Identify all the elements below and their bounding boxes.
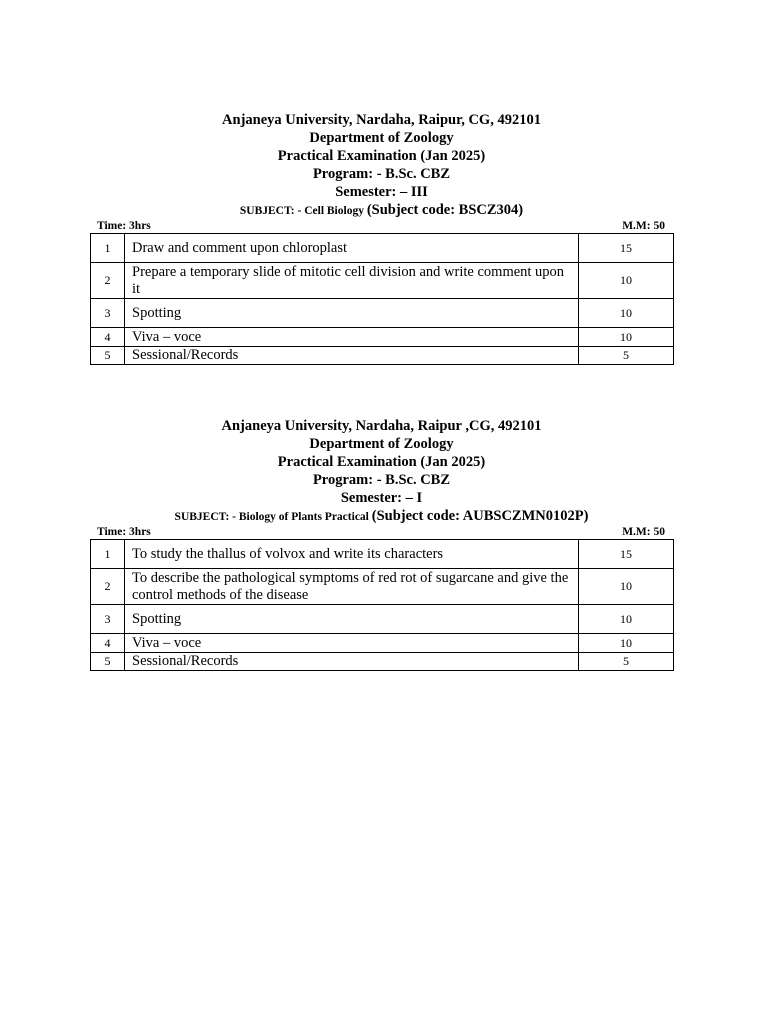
program-heading: Program: - B.Sc. CBZ [312,472,451,488]
exam-heading: Practical Examination (Jan 2025) [277,148,486,164]
table-row [91,540,674,569]
table-row [91,569,674,605]
question-text: Spotting [125,605,579,634]
table-row [91,605,674,634]
table-row [91,234,674,263]
question-number: 5 [91,347,125,365]
subject-code: (Subject code: AUBSCZMN0102P) [371,508,589,524]
question-marks: 5 [579,653,674,671]
question-marks: 10 [579,569,674,605]
question-number: 3 [91,605,125,634]
question-number: 4 [91,634,125,653]
question-number: 1 [91,234,125,263]
question-text: To describe the pathological symptoms of red rot of sugarcane and give the control methods of the disease [125,569,579,605]
question-marks: 15 [579,234,674,263]
question-number: 5 [91,653,125,671]
program-heading: Program: - B.Sc. CBZ [312,166,451,182]
exam-paper-biology-of-plants [90,417,673,671]
subject-name: SUBJECT: - Cell Biology [239,205,367,217]
question-text: Viva – voce [125,634,579,653]
semester-heading: Semester: – III [335,184,428,200]
question-number: 3 [91,299,125,328]
time-label: Time: 3hrs [97,526,151,538]
subject-code: (Subject code: BSCZ304) [366,202,524,218]
question-marks: 10 [579,328,674,347]
question-number: 1 [91,540,125,569]
subject-name: SUBJECT: - Biology of Plants Practical [174,511,372,523]
question-marks: 15 [579,540,674,569]
question-marks: 10 [579,634,674,653]
university-heading: Anjaneya University, Nardaha, Raipur, CG, 492101 [222,112,541,128]
time-label: Time: 3hrs [97,220,151,232]
question-marks: 10 [579,605,674,634]
questions-table [90,233,674,365]
exam-paper-cell-biology [90,111,673,365]
department-heading: Department of Zoology [309,130,454,146]
table-row [91,634,674,653]
question-marks: 10 [579,299,674,328]
question-text: Viva – voce [125,328,579,347]
max-marks-label: M.M: 50 [622,526,665,538]
question-marks: 10 [579,263,674,299]
question-marks: 5 [579,347,674,365]
table-row [91,347,674,365]
subject-heading [90,507,673,525]
table-row [91,299,674,328]
max-marks-label: M.M: 50 [622,220,665,232]
question-number: 2 [91,263,125,299]
question-text: Spotting [125,299,579,328]
subject-heading [90,201,673,219]
question-text: Sessional/Records [125,653,579,671]
question-text: Draw and comment upon chloroplast [125,234,579,263]
semester-heading: Semester: – I [340,490,423,506]
department-heading: Department of Zoology [309,436,454,452]
question-text: To study the thallus of volvox and write its characters [125,540,579,569]
table-row [91,653,674,671]
exam-heading: Practical Examination (Jan 2025) [277,454,486,470]
question-text: Prepare a temporary slide of mitotic cell division and write comment upon it [125,263,579,299]
questions-table [90,539,674,671]
question-number: 2 [91,569,125,605]
question-text: Sessional/Records [125,347,579,365]
table-row [91,263,674,299]
university-heading: Anjaneya University, Nardaha, Raipur ,CG, 492101 [221,418,542,434]
question-number: 4 [91,328,125,347]
time-marks-row [90,219,673,233]
time-marks-row [90,525,673,539]
table-row [91,328,674,347]
